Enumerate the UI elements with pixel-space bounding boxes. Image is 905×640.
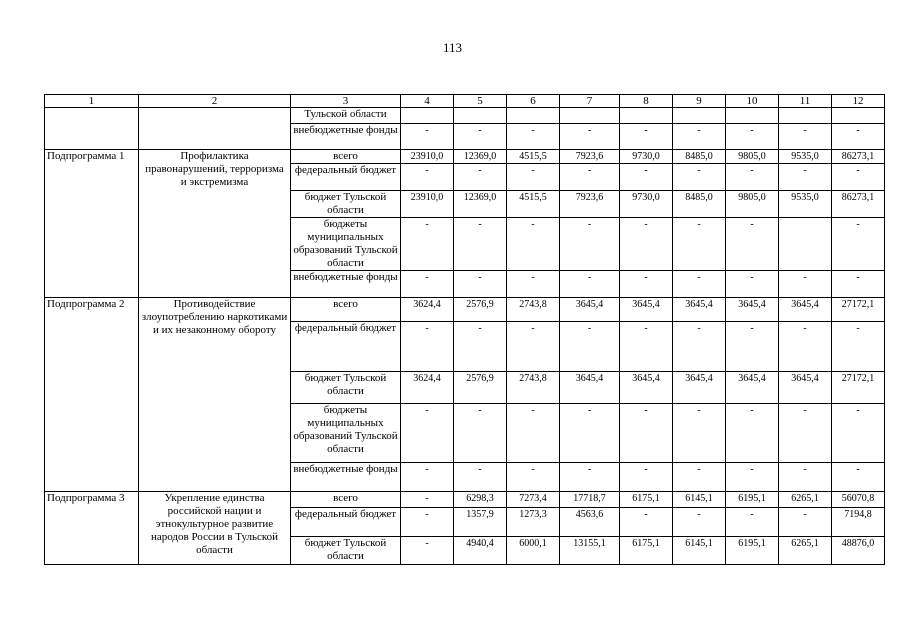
amount-cell-col-10: 3645,4: [726, 372, 779, 404]
amount-cell-col-9: 8485,0: [673, 191, 726, 218]
amount-cell-col-11: -: [779, 271, 832, 298]
amount-cell-col-9: [673, 108, 726, 124]
amount-cell-col-10: -: [726, 404, 779, 463]
amount-cell-col-4: -: [401, 271, 454, 298]
amount-cell-col-7: -: [560, 404, 620, 463]
amount-cell-col-8: -: [620, 124, 673, 150]
amount-cell-col-8: 6175,1: [620, 537, 673, 565]
amount-cell-col-5: 4940,4: [454, 537, 507, 565]
funding-source-cell: внебюджетные фонды: [291, 271, 401, 298]
amount-cell-col-7: -: [560, 218, 620, 271]
funding-source-cell: федеральный бюджет: [291, 164, 401, 191]
amount-cell-col-7: -: [560, 463, 620, 492]
amount-cell-col-5: [454, 108, 507, 124]
subprogram-number-cell: Подпрограмма 1: [45, 150, 139, 298]
subprogram-title-cell: Укрепление единства российской нации и этнокультурное развитие народов России в Тульской области: [139, 492, 291, 565]
table-row: [45, 150, 885, 164]
amount-cell-col-12: 48876,0: [832, 537, 885, 565]
column-header-5: 5: [454, 95, 507, 108]
amount-cell-col-4: -: [401, 537, 454, 565]
amount-cell-col-7: [560, 108, 620, 124]
amount-cell-col-4: 3624,4: [401, 298, 454, 322]
amount-cell-col-4: -: [401, 322, 454, 372]
amount-cell-col-10: 9805,0: [726, 191, 779, 218]
amount-cell-col-9: -: [673, 322, 726, 372]
amount-cell-col-6: [507, 108, 560, 124]
amount-cell-col-5: 6298,3: [454, 492, 507, 508]
amount-cell-col-6: -: [507, 164, 560, 191]
amount-cell-col-5: -: [454, 124, 507, 150]
amount-cell-col-9: 6145,1: [673, 492, 726, 508]
amount-cell-col-4: 3624,4: [401, 372, 454, 404]
column-header-7: 7: [560, 95, 620, 108]
budget-table: [44, 94, 885, 565]
amount-cell-col-12: -: [832, 124, 885, 150]
amount-cell-col-4: -: [401, 463, 454, 492]
funding-source-cell: бюджет Тульской области: [291, 191, 401, 218]
amount-cell-col-7: 7923,6: [560, 150, 620, 164]
amount-cell-col-11: -: [779, 164, 832, 191]
funding-source-cell: федеральный бюджет: [291, 322, 401, 372]
amount-cell-col-10: -: [726, 218, 779, 271]
funding-source-cell: бюджет Тульской области: [291, 537, 401, 565]
funding-source-cell: всего: [291, 298, 401, 322]
amount-cell-col-5: -: [454, 271, 507, 298]
amount-cell-col-10: -: [726, 463, 779, 492]
amount-cell-col-11: 3645,4: [779, 372, 832, 404]
amount-cell-col-9: -: [673, 463, 726, 492]
amount-cell-col-9: 3645,4: [673, 298, 726, 322]
column-header-10: 10: [726, 95, 779, 108]
amount-cell-col-6: -: [507, 124, 560, 150]
amount-cell-col-9: -: [673, 271, 726, 298]
amount-cell-col-5: 12369,0: [454, 191, 507, 218]
amount-cell-col-12: [832, 108, 885, 124]
table-body: [45, 108, 885, 565]
amount-cell-col-4: -: [401, 124, 454, 150]
column-header-6: 6: [507, 95, 560, 108]
amount-cell-col-12: -: [832, 218, 885, 271]
amount-cell-col-4: -: [401, 218, 454, 271]
subprogram-title-cell: Противодействие злоупотреблению наркотиками и их незаконному обороту: [139, 298, 291, 492]
amount-cell-col-7: -: [560, 164, 620, 191]
amount-cell-col-9: 8485,0: [673, 150, 726, 164]
column-header-8: 8: [620, 95, 673, 108]
amount-cell-col-4: -: [401, 508, 454, 537]
amount-cell-col-8: -: [620, 508, 673, 537]
amount-cell-col-5: -: [454, 322, 507, 372]
amount-cell-col-11: [779, 218, 832, 271]
amount-cell-col-12: -: [832, 271, 885, 298]
header-row: [45, 95, 885, 108]
subprogram-number-cell: Подпрограмма 2: [45, 298, 139, 492]
column-header-3: 3: [291, 95, 401, 108]
amount-cell-col-5: -: [454, 164, 507, 191]
amount-cell-col-11: 6265,1: [779, 492, 832, 508]
amount-cell-col-11: [779, 108, 832, 124]
amount-cell-col-10: [726, 108, 779, 124]
amount-cell-col-8: -: [620, 218, 673, 271]
amount-cell-col-5: 1357,9: [454, 508, 507, 537]
funding-source-cell: федеральный бюджет: [291, 508, 401, 537]
funding-source-cell: внебюджетные фонды: [291, 463, 401, 492]
amount-cell-col-11: -: [779, 463, 832, 492]
column-header-12: 12: [832, 95, 885, 108]
page-number: 113: [442, 40, 463, 55]
subprogram-number-cell: Подпрограмма 3: [45, 492, 139, 565]
amount-cell-col-12: 27172,1: [832, 298, 885, 322]
amount-cell-col-6: 2743,8: [507, 298, 560, 322]
column-header-9: 9: [673, 95, 726, 108]
amount-cell-col-4: -: [401, 492, 454, 508]
funding-source-cell: всего: [291, 150, 401, 164]
amount-cell-col-6: 1273,3: [507, 508, 560, 537]
amount-cell-col-6: -: [507, 404, 560, 463]
amount-cell-col-10: 6195,1: [726, 492, 779, 508]
amount-cell-col-10: -: [726, 322, 779, 372]
amount-cell-col-8: 3645,4: [620, 372, 673, 404]
amount-cell-col-9: -: [673, 508, 726, 537]
amount-cell-col-6: 6000,1: [507, 537, 560, 565]
funding-source-cell: бюджеты муниципальных образований Тульской области: [291, 404, 401, 463]
subprogram-number-cell: [45, 108, 139, 150]
amount-cell-col-7: -: [560, 271, 620, 298]
amount-cell-col-8: -: [620, 463, 673, 492]
amount-cell-col-10: 6195,1: [726, 537, 779, 565]
amount-cell-col-7: 4563,6: [560, 508, 620, 537]
amount-cell-col-12: 27172,1: [832, 372, 885, 404]
funding-source-cell: бюджеты муниципальных образований Тульской области: [291, 218, 401, 271]
amount-cell-col-12: -: [832, 322, 885, 372]
amount-cell-col-7: 3645,4: [560, 372, 620, 404]
amount-cell-col-11: 6265,1: [779, 537, 832, 565]
amount-cell-col-6: 4515,5: [507, 191, 560, 218]
amount-cell-col-12: 86273,1: [832, 150, 885, 164]
amount-cell-col-11: -: [779, 508, 832, 537]
amount-cell-col-7: 17718,7: [560, 492, 620, 508]
amount-cell-col-8: 9730,0: [620, 191, 673, 218]
amount-cell-col-11: -: [779, 404, 832, 463]
amount-cell-col-10: -: [726, 164, 779, 191]
amount-cell-col-6: -: [507, 322, 560, 372]
amount-cell-col-4: [401, 108, 454, 124]
amount-cell-col-4: 23910,0: [401, 191, 454, 218]
amount-cell-col-6: 7273,4: [507, 492, 560, 508]
amount-cell-col-8: [620, 108, 673, 124]
amount-cell-col-11: 9535,0: [779, 191, 832, 218]
column-header-11: 11: [779, 95, 832, 108]
amount-cell-col-11: 9535,0: [779, 150, 832, 164]
funding-source-cell: всего: [291, 492, 401, 508]
funding-source-cell: бюджет Тульской области: [291, 372, 401, 404]
amount-cell-col-9: 3645,4: [673, 372, 726, 404]
amount-cell-col-7: -: [560, 322, 620, 372]
amount-cell-col-6: -: [507, 271, 560, 298]
amount-cell-col-10: -: [726, 508, 779, 537]
amount-cell-col-4: 23910,0: [401, 150, 454, 164]
column-header-4: 4: [401, 95, 454, 108]
amount-cell-col-7: -: [560, 124, 620, 150]
funding-source-cell: Тульской области: [291, 108, 401, 124]
amount-cell-col-6: 4515,5: [507, 150, 560, 164]
amount-cell-col-11: 3645,4: [779, 298, 832, 322]
amount-cell-col-12: 56070,8: [832, 492, 885, 508]
amount-cell-col-10: 3645,4: [726, 298, 779, 322]
amount-cell-col-6: -: [507, 218, 560, 271]
amount-cell-col-8: -: [620, 404, 673, 463]
amount-cell-col-7: 3645,4: [560, 298, 620, 322]
amount-cell-col-5: -: [454, 463, 507, 492]
amount-cell-col-12: -: [832, 463, 885, 492]
column-header-2: 2: [139, 95, 291, 108]
amount-cell-col-6: 2743,8: [507, 372, 560, 404]
amount-cell-col-10: -: [726, 124, 779, 150]
amount-cell-col-11: -: [779, 322, 832, 372]
amount-cell-col-10: -: [726, 271, 779, 298]
amount-cell-col-7: 7923,6: [560, 191, 620, 218]
amount-cell-col-5: -: [454, 218, 507, 271]
amount-cell-col-8: -: [620, 164, 673, 191]
amount-cell-col-9: -: [673, 404, 726, 463]
amount-cell-col-9: 6145,1: [673, 537, 726, 565]
table-row: [45, 298, 885, 322]
subprogram-title-cell: [139, 108, 291, 150]
amount-cell-col-7: 13155,1: [560, 537, 620, 565]
amount-cell-col-8: 9730,0: [620, 150, 673, 164]
amount-cell-col-9: -: [673, 124, 726, 150]
amount-cell-col-8: -: [620, 271, 673, 298]
amount-cell-col-5: -: [454, 404, 507, 463]
amount-cell-col-5: 2576,9: [454, 372, 507, 404]
amount-cell-col-9: -: [673, 164, 726, 191]
amount-cell-col-4: -: [401, 164, 454, 191]
amount-cell-col-12: -: [832, 164, 885, 191]
amount-cell-col-6: -: [507, 463, 560, 492]
amount-cell-col-9: -: [673, 218, 726, 271]
amount-cell-col-8: 3645,4: [620, 298, 673, 322]
amount-cell-col-4: -: [401, 404, 454, 463]
amount-cell-col-8: 6175,1: [620, 492, 673, 508]
amount-cell-col-8: -: [620, 322, 673, 372]
amount-cell-col-10: 9805,0: [726, 150, 779, 164]
funding-source-cell: внебюджетные фонды: [291, 124, 401, 150]
amount-cell-col-11: -: [779, 124, 832, 150]
table-row: [45, 492, 885, 508]
amount-cell-col-12: 86273,1: [832, 191, 885, 218]
amount-cell-col-12: 7194,8: [832, 508, 885, 537]
amount-cell-col-5: 12369,0: [454, 150, 507, 164]
column-header-1: 1: [45, 95, 139, 108]
amount-cell-col-5: 2576,9: [454, 298, 507, 322]
table-row: [45, 108, 885, 124]
subprogram-title-cell: Профилактика правонарушений, терроризма и экстремизма: [139, 150, 291, 298]
amount-cell-col-12: -: [832, 404, 885, 463]
